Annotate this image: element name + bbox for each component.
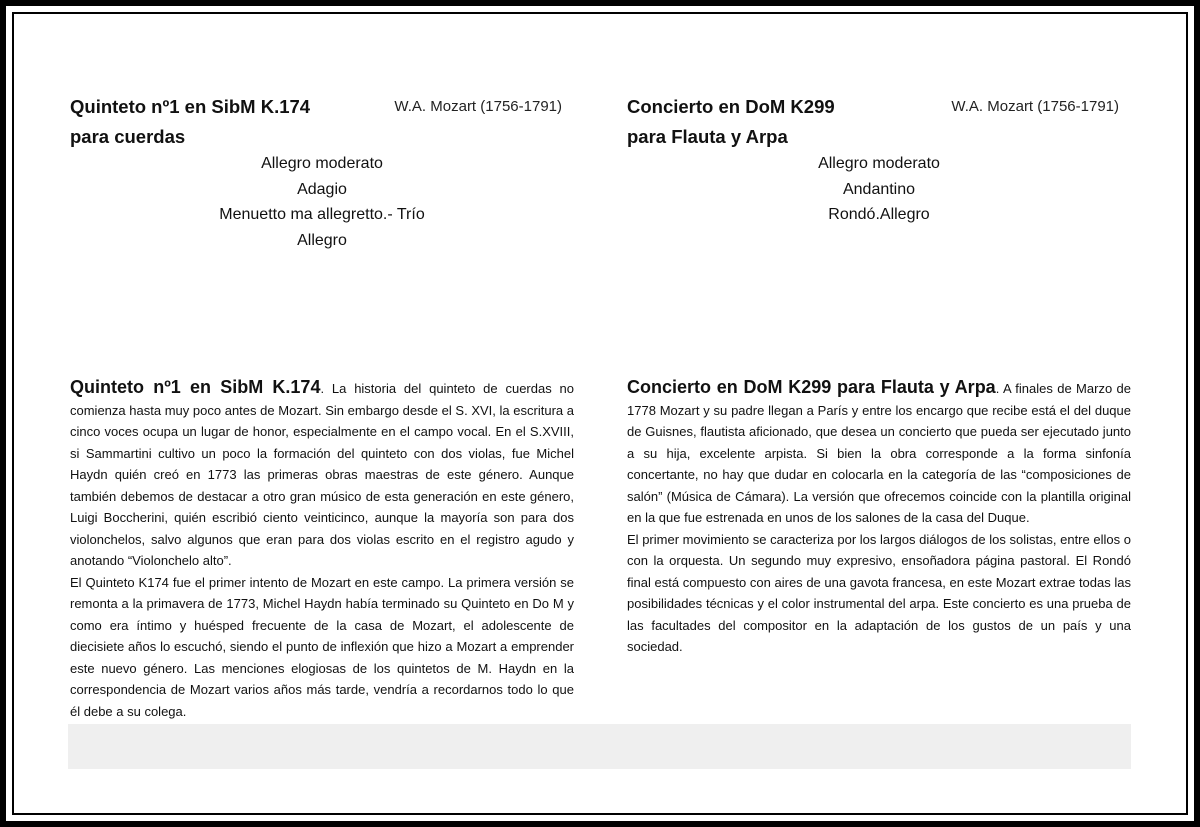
left-movement-item: Allegro moderato bbox=[261, 155, 383, 172]
left-essay-text-1: . La historia del quinteto de cuerdas no comienza hasta muy poco antes de Mozart. Sin embargo desde el S. XVI, la escritura a cinco voces ocupa un lugar de honor, especialmente en el campo vocal. En el S.XVIII, si Sammartini cultivo un poco la formación del quinteto con dos violas, fue Michel Haydn quién creó en 1773 las primeras obras maestras de este género. Aunque también debemos de destacar a otro gran músico de esta generación en este género, Luigi Boccherini, quién escribió ciento veinticinco, aunque la mayoría son para dos violonchelos, salvo algunos que eran para dos violas escrito en el registro agudo y anotando “Violonchelo alto”. bbox=[70, 381, 575, 568]
right-title bbox=[627, 92, 835, 152]
right-movement-item: Andantino bbox=[842, 180, 916, 198]
right-title-line2: para Flauta y Arpa bbox=[627, 126, 788, 147]
right-movement-item: Rondó.Allegro bbox=[828, 206, 930, 224]
left-essay-lead: Quinteto nº1 en SibM K.174 bbox=[70, 377, 321, 397]
right-essay-paragraph-2: El primer movimiento se caracteriza por los largos diálogos de los solistas, entre ellos o con la orquesta. Un segundo muy expresivo, ensoñadora página pastoral. El Rondó final está compuesto con aires de una gavota francesa, en este Mozart extrae todas las posibilidades técnicas y el color instrumental del arpa. Este concierto es una prueba de las facultades del compositor en la adaptación de los gustos de un país y una sociedad. bbox=[627, 531, 1131, 654]
left-essay-paragraph-2: El Quinteto K174 fue el primer intento de Mozart en este campo. La primera versión se remonta a la primavera de 1773, Michel Haydn había terminado su Quinteto en Do M y como era íntimo y huésped frecuente de la casa de Mozart, el adolescente de diecisiete años lo escuchó, siendo el punto de inflexión que hizo a Mozart a emprender este nuevo género. Las menciones elogiosas de los quintetos de M. Haydn en la correspondencia de Mozart varios años más tarde, vendría a recordarnos todo lo que él debe a su colega. bbox=[70, 574, 574, 719]
left-title-line1: Quinteto nº1 en SibM K.174 bbox=[70, 96, 311, 117]
right-heading bbox=[627, 92, 1131, 152]
right-essay-paragraph-1 bbox=[627, 377, 1131, 529]
footer-gray-bar bbox=[68, 724, 1131, 769]
left-title-line2: para cuerdas bbox=[70, 126, 186, 147]
left-essay bbox=[70, 377, 574, 722]
left-heading bbox=[70, 92, 574, 152]
right-movement-item: Allegro moderato bbox=[818, 155, 940, 172]
left-composer: W.A. Mozart (1756-1791) bbox=[394, 98, 562, 115]
left-essay-paragraph-1 bbox=[70, 377, 574, 572]
right-title-line1: Concierto en DoM K299 bbox=[627, 96, 835, 117]
left-movements-list bbox=[70, 151, 574, 254]
left-movement-item: Menuetto ma allegretto.- Trío bbox=[219, 206, 425, 224]
right-essay bbox=[627, 377, 1131, 658]
right-essay-text-1: . A finales de Marzo de 1778 Mozart y su padre llegan a París y entre los encargo que recibe está el del duque de Guisnes, flautista aficionado, que desea un concierto que pueda ser ejecutado junto a su hija, excelente arpista. Si bien la obra corresponde a la forma sinfonía concertante, no hay que dudar en colocarla en la categoría de las “composiciones de salón” (Música de Cámara). La versión que ofrecemos coincide con la plantilla original en la que fue estrenada en unos de los salones de la casa del Duque. bbox=[627, 381, 1131, 525]
left-movement-item: Allegro bbox=[297, 232, 347, 250]
right-composer: W.A. Mozart (1756-1791) bbox=[951, 98, 1119, 115]
right-movements-list bbox=[627, 151, 1131, 228]
right-essay-lead: Concierto en DoM K299 para Flauta y Arpa bbox=[627, 377, 996, 397]
left-movement-item: Adagio bbox=[297, 180, 347, 198]
left-title bbox=[70, 92, 310, 152]
